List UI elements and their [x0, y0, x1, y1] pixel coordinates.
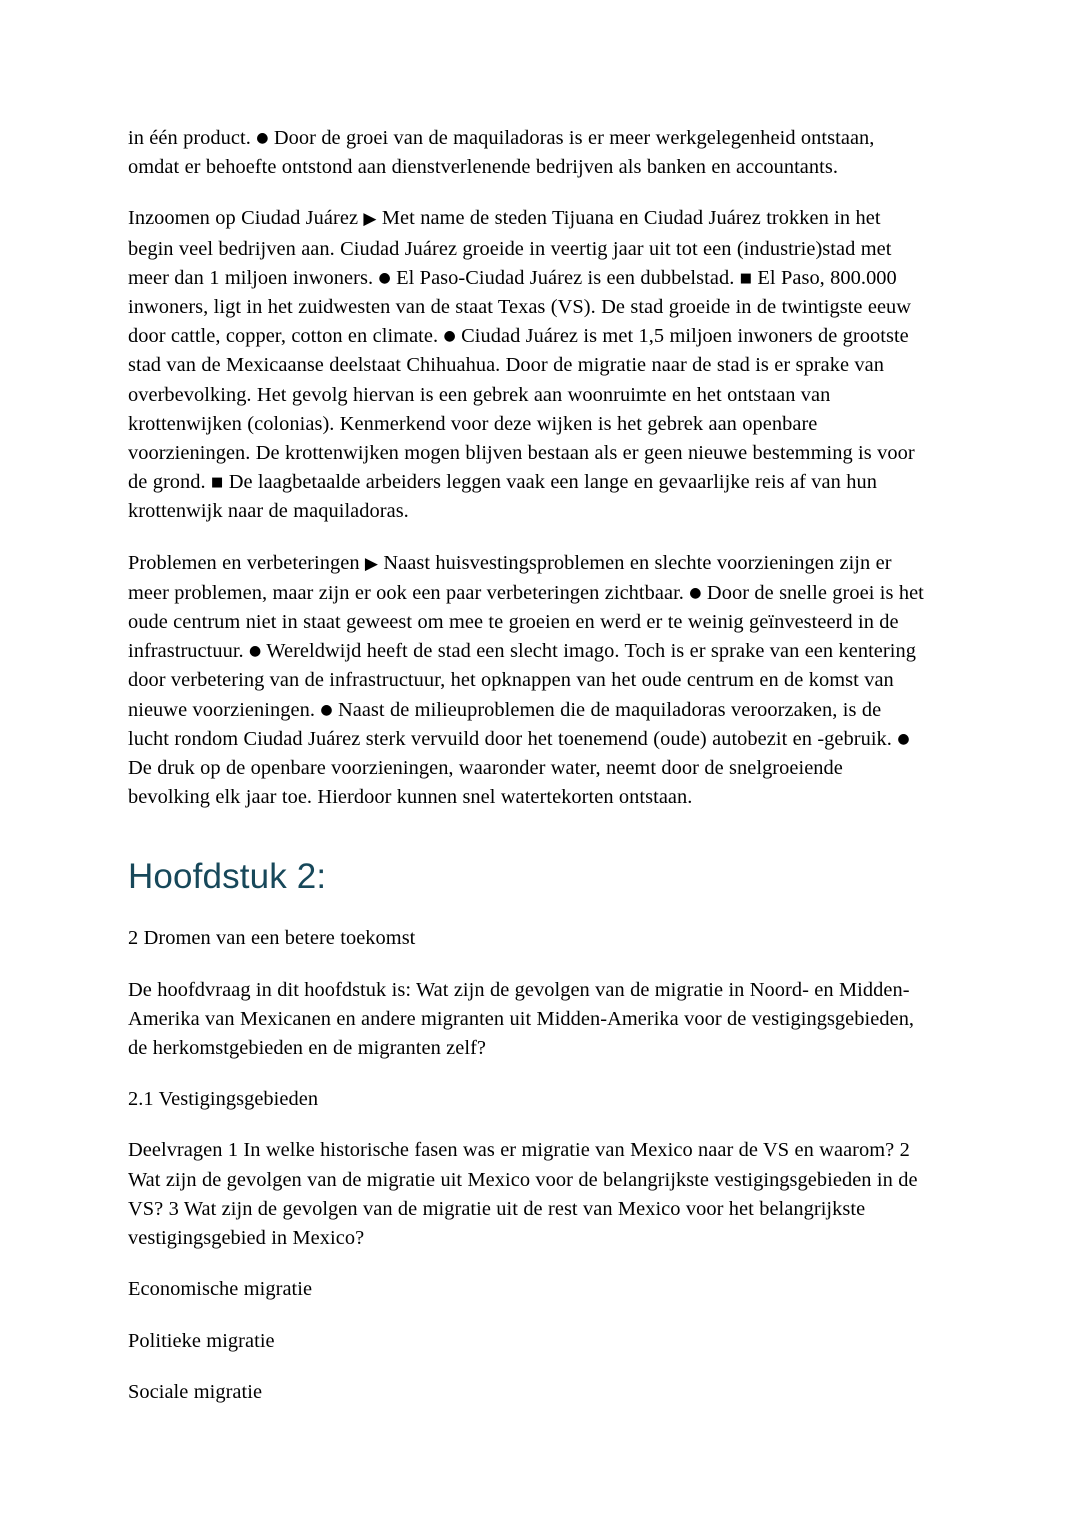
bullet-marker-icon: ●	[256, 130, 269, 146]
list-item-sociale-migratie: Sociale migratie	[128, 1380, 263, 1403]
bullet-marker-icon: ●	[689, 584, 702, 601]
square-marker-icon: ■	[739, 270, 753, 286]
bullet-marker-icon: ●	[378, 269, 391, 286]
chapter-heading: Hoofdstuk 2:	[128, 857, 327, 897]
bullet-marker-icon: ●	[897, 730, 910, 747]
bullet-marker-icon: ●	[320, 701, 333, 718]
triangle-marker-icon: ▶	[364, 553, 379, 574]
sub-questions-paragraph: Deelvragen 1 In welke historische fasen was er migratie van Mexico naar de VS en waarom? 2 Wat zijn de gevolgen van de migratie uit Mexico voor de belangrijkste vestigingsgebieden in de VS? 3 Wat zijn de gevolgen van de migratie uit de rest van Mexico voor het belangrijkste vestigingsgebied in Mexico?	[128, 1139, 918, 1250]
square-marker-icon: ■	[211, 475, 224, 491]
triangle-marker-icon: ▶	[363, 209, 377, 230]
bullet-marker-icon: ●	[249, 643, 262, 660]
paragraph-inzoomen-ciudad-juarez: Inzoomen op Ciudad Juárez ▶ Met name de steden Tijuana en Ciudad Juárez trokken in het begin veel bedrijven aan. Ciudad Juárez groeide in veertig jaar uit tot een (industrie)stad met meer dan 1 miljoen inwoners. ● El Paso-Ciudad Juárez is een dubbelstad. ■ El Paso, 800.000 inwoners, ligt in het zuidwesten van de staat Texas (VS). De stad groeide in de twintigste eeuw door cattle, copper, cotton en climate. ● Ciudad Juárez is met 1,5 miljoen inwoners de grootste stad van de Mexicaanse deelstaat Chihuahua. Door de migratie naar de stad is er sprake van overbevolking. Het gevolg hiervan is een gebrek aan woonruimte en het ontstaan van krottenwijken (colonias). Kenmerkend voor deze wijken is het gebrek aan openbare voorzieningen. De krottenwijken mogen blijven bestaan als er geen nieuwe bestemming is voor de grond. ■ De laagbetaalde arbeiders leggen vaak een lange en gevaarlijke reis af van hun krottenwijk naar de maquiladoras.	[128, 207, 915, 523]
list-item-politieke-migratie: Politieke migratie	[128, 1329, 275, 1352]
document-body	[128, 124, 925, 1407]
section-title: 2 Dromen van een betere toekomst	[128, 927, 416, 950]
bullet-marker-icon: ●	[443, 328, 456, 345]
list-item-economische-migratie: Economische migratie	[128, 1278, 313, 1301]
subsection-title: 2.1 Vestigingsgebieden	[128, 1088, 319, 1111]
main-question-paragraph: De hoofdvraag in dit hoofdstuk is: Wat zijn de gevolgen van de migratie in Noord- en Midden-Amerika van Mexicanen en andere migranten uit Midden-Amerika voor de vestigingsgebieden, de herkomstgebieden en de migranten zelf?	[128, 978, 915, 1060]
paragraph-problemen-en-verbeteringen: Problemen en verbeteringen ▶ Naast huisvestingsproblemen en slechte voorzieningen zijn er meer problemen, maar zijn er ook een paar verbeteringen zichtbaar. ● Door de snelle groei is het oude centrum niet in staat geweest om mee te groeien en werd er te weinig geïnvesteerd in de infrastructuur. ● Wereldwijd heeft de stad een slecht imago. Toch is er sprake van een kentering door verbetering van de infrastructuur, het opknappen van het oude centrum en de komst van nieuwe voorzieningen. ● Naast de milieuproblemen die de maquiladoras veroorzaken, is de lucht rondom Ciudad Juárez sterk vervuild door het toenemend (oude) autobezit en -gebruik. ● De druk op de openbare voorzieningen, waaronder water, neemt door de snelgroeiende bevolking elk jaar toe. Hierdoor kunnen snel watertekorten ontstaan.	[128, 551, 924, 809]
paragraph-maquiladoras-employment: in één product. ● Door de groei van de maquiladoras is er meer werkgelegenheid ontstaan, omdat er behoefte ontstond aan dienstverlenende bedrijven als banken en accountants.	[128, 127, 875, 179]
